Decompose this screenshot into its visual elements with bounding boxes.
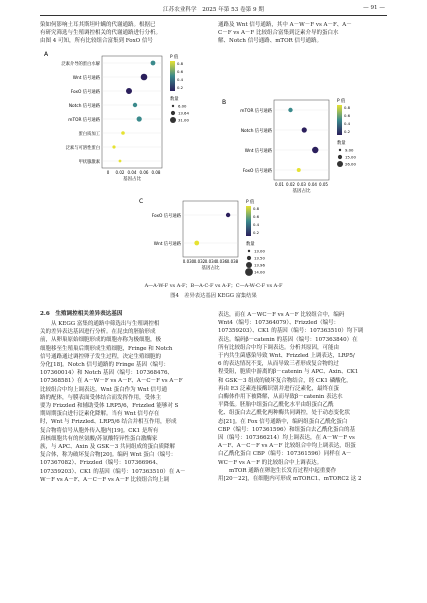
text-line: 107359203）、CK1 的基因（编号：107363510）在 A－ — [40, 468, 186, 475]
legend-size-label: 31.00 — [178, 117, 189, 123]
category-label: 蛋白质加工 — [78, 131, 100, 137]
category-label: mTOR 信号通路 — [240, 108, 272, 114]
figure-panel-a — [40, 48, 220, 193]
x-tick-label: 0.05 — [319, 182, 328, 187]
text-line: 程受阻，胞质中游离的β－catenin 与 APC、Axin、CK1 — [218, 369, 359, 376]
text-line: Wnt4（编号：107364079）、Frizzled（编号： — [218, 320, 340, 327]
x-tick-label: 0.06 — [139, 170, 149, 175]
legend-bubble — [248, 250, 250, 252]
bubble — [121, 131, 125, 135]
text-line: 态[21]。在 Fox 信号通路中，编码组蛋白乙酰化蛋白 — [218, 418, 348, 425]
plot-frame — [183, 201, 238, 257]
text-line: 族，与 APC、Axin 及 GSK－3 共同组成的蛋白质降解 — [40, 444, 176, 451]
bubble — [297, 168, 301, 172]
bubble — [126, 88, 132, 94]
legend-size-label: 13.50 — [254, 255, 265, 261]
category-label: 泛素介导的蛋白水解 — [61, 61, 100, 67]
text-line: 比较组合中均上调表达。Wnt 蛋白作为 Wnt 信号通 — [40, 386, 168, 393]
legend-p-title: P 值 — [246, 200, 255, 205]
x-tick-label: 0.034 — [204, 259, 217, 264]
x-tick-label: 0.032 — [193, 259, 206, 264]
legend-size-label: 13.64 — [178, 110, 189, 116]
x-axis-label: 基因占比 — [292, 189, 311, 194]
colorbar-tick: 0.8 — [177, 61, 184, 66]
colorbar-tick: 0.8 — [344, 105, 351, 110]
page-header — [0, 0, 427, 22]
bubble — [112, 145, 115, 148]
legend-size-label: 15.00 — [345, 154, 356, 160]
plot-frame — [102, 56, 162, 168]
legend-p-title: P 值 — [337, 99, 346, 104]
colorbar-tick: 0.4 — [253, 222, 260, 227]
text-line: 107368581）在 A－W－F vs A－F、A－C－F vs A－F — [40, 378, 183, 385]
text-line: 通路及 Wnt 信号通路，其中 A－W－F vs A－F、A－ — [218, 22, 352, 28]
legend-bubble — [170, 117, 176, 123]
category-label: FoxO 信号通路 — [70, 89, 100, 95]
legend-size-label: 13.96 — [254, 262, 265, 268]
x-tick-label: 0.038 — [226, 259, 239, 264]
figure-panel-b — [218, 96, 388, 201]
text-line: 从 KEGG 富集的通路中筛选出与生殖调控相 — [40, 321, 160, 327]
text-line: 期周期蛋白进行泛素化降解。当有 Wnt 信号存在 — [40, 411, 160, 418]
legend-size-title: 数量 — [246, 242, 255, 247]
text-line: 要为 Frizzled 和辅助受体 LRP5/6，Frizzled 能够对 S — [40, 403, 179, 410]
x-tick-label: 0.036 — [215, 259, 228, 264]
journal-line: 江苏农业科学 2025 年第 53 卷第 9 期 — [163, 7, 264, 13]
x-tick-label: 0.02 — [115, 170, 125, 175]
x-tick-label: 0.03 — [297, 182, 306, 187]
legend-size-title: 数量 — [337, 141, 346, 146]
text-line: 白酶体作用下被降解，从而导致β－catenin 表达水 — [218, 394, 343, 401]
text-line: 再由 E3 泛素连接酶识别并进行泛素化，最终在蛋 — [218, 385, 340, 392]
category-label: FoxO 信号通路 — [242, 168, 272, 174]
bubble — [302, 127, 307, 132]
text-line: 细胞移至生殖巢后期形成生殖细胞，Fringe 和 Notch — [40, 345, 173, 352]
text-line: 用[20－22]，在细胞内可形成 mTORC1、mTORC2 这 2 — [218, 476, 362, 483]
category-label: Notch 信号通路 — [240, 128, 272, 134]
panel-letter: A — [44, 51, 49, 58]
panel-letter: B — [222, 99, 227, 106]
body-right-column — [218, 311, 388, 483]
body-left-column — [40, 320, 208, 484]
legend-bubble — [172, 105, 174, 107]
category-label: mTOR 信号通路 — [68, 117, 100, 123]
figure-panel-c — [135, 195, 305, 280]
text-line: 因（编号：107366214）均上调表达，在 A－W－F vs — [218, 435, 355, 442]
plot-frame — [274, 100, 329, 180]
text-line: 表达，而在 A－WC－F vs A－F 比较组合中，编码 — [218, 312, 345, 318]
header-rule — [40, 15, 387, 16]
text-line: 解、Notch 信号通路、mTOR 信号通路。 — [218, 38, 322, 45]
colorbar-tick: 0.6 — [344, 113, 351, 118]
legend-size-label: 6.00 — [178, 103, 187, 109]
text-line: 复合物将信号从胞外传入胞内[19]。CK1 是所有 — [40, 427, 159, 434]
text-line: 真核细胞共有的丝氨酸/苏氨酸特异性蛋白激酶家 — [40, 435, 158, 442]
text-line: 化、组蛋白去乙酰化两种酶共同调控，处于动态变化状 — [218, 410, 351, 417]
bubble — [133, 103, 137, 107]
colorbar-tick: 0.2 — [177, 85, 184, 90]
x-axis-label: 基因占比 — [123, 177, 141, 182]
legend-size-label: 13.00 — [254, 248, 265, 254]
figure-subcaption: A—A-W-F vs A-F；B—A-C-F vs A-F；C—A-W-C-F vs A-F — [144, 283, 283, 289]
text-line: 107367082）、Frizzled（编号：107366964、 — [40, 460, 162, 467]
text-line: CBP（编号：107361596）和组蛋白去乙酰化蛋白的基 — [218, 426, 355, 433]
colorbar — [337, 105, 342, 135]
text-line: 所有比较组合中均下调表达。分析其原因，可能由 — [218, 344, 340, 351]
x-tick-label: 0.04 — [308, 182, 317, 187]
colorbar — [246, 206, 251, 236]
legend-size-label: 14.00 — [254, 269, 265, 275]
x-tick-label: 0.01 — [275, 182, 284, 187]
x-tick-label: 0.030 — [182, 259, 195, 264]
page-number: — 91 — — [363, 5, 385, 11]
section-title: 2.6 生殖调控相关差异表达基因 — [40, 311, 123, 317]
text-line: A－F、A－C－F vs A－F 比较组合中均上调表达，组蛋 — [218, 443, 356, 450]
colorbar-tick: 0.4 — [344, 121, 351, 126]
figure-caption: 图4 差异表达基因 KEGG 富集结果 — [170, 293, 257, 299]
bubble — [226, 213, 230, 217]
bubble — [137, 116, 142, 121]
x-tick-label: 0 — [106, 170, 110, 175]
legend-bubble — [245, 268, 253, 276]
bubble — [141, 74, 148, 81]
text-line: 于内共生菌感染导致 Wnt、Frizzled 上调表达，LRP5/ — [218, 353, 355, 360]
bubble — [119, 160, 122, 163]
top-left-text — [40, 21, 208, 46]
category-label: Wnt 信号通路 — [72, 75, 100, 81]
top-right-text — [218, 21, 388, 46]
text-line: 平降低。胚胎中组蛋白乙酰化水平由组蛋白乙酰 — [218, 402, 334, 409]
category-label: 甲状腺激素 — [78, 159, 100, 165]
legend-bubble — [339, 149, 341, 151]
x-axis-label: 基因占比 — [201, 266, 220, 271]
text-line: 107359203）、CK1 的基因（编号：107363510）均下调 — [218, 328, 364, 335]
panel-letter: C — [139, 198, 144, 205]
text-line: 染如何影响土耳其斯坦叶螨的代谢通路。根据已 — [40, 22, 156, 28]
text-line: 由图 4 可知，所有比较组合富集到 FoxO 信号 — [40, 38, 153, 45]
text-line: WC－F vs A－F 的比较组合中上调表达。 — [218, 459, 323, 466]
x-tick-label: 0.02 — [286, 182, 295, 187]
legend-size-title: 数量 — [170, 97, 179, 102]
bubble — [312, 147, 318, 153]
colorbar-tick: 0.4 — [177, 77, 184, 82]
bubble — [151, 61, 156, 66]
text-line: 白乙酰化蛋白 CBP（编号：107361596）同样在 A－ — [218, 451, 352, 458]
text-line: mTOR 通路在卵泡生长发育过程中起重要作 — [218, 467, 337, 474]
legend-bubble — [247, 256, 251, 260]
colorbar-tick: 0.8 — [253, 206, 260, 211]
category-label: Wnt 信号通路 — [153, 241, 181, 247]
colorbar-tick: 0.2 — [344, 129, 351, 134]
text-line: 路的配体，与膜表面受体结合而发挥作用，受体主 — [40, 394, 162, 401]
legend-bubble — [246, 262, 252, 268]
category-label: Wnt 信号通路 — [244, 148, 272, 154]
text-line: C－F vs A－F 比较组合富集到泛素介导的蛋白水 — [218, 30, 339, 37]
legend-bubble — [337, 161, 343, 167]
legend-bubble — [171, 111, 175, 115]
legend-size-label: 9.00 — [345, 147, 354, 153]
legend-size-label: 26.00 — [345, 161, 356, 167]
text-line: 前，从卵巢原始细胞形成的细胞亦称为极细胞，极 — [40, 337, 162, 344]
colorbar-tick: 0.6 — [253, 214, 260, 219]
x-tick-label: 0.08 — [151, 170, 161, 175]
legend-bubble — [338, 155, 342, 159]
x-tick-label: 0.04 — [127, 170, 137, 175]
text-line: 和 GSK－3 组成的破坏复合物结合，经 CK1 磷酸化， — [218, 377, 352, 384]
legend-p-title: P 值 — [170, 55, 179, 60]
category-label: FoxO 信号通路 — [151, 213, 181, 219]
text-line: 信号通路通过调控卵子发生过程，决定生殖细胞的 — [40, 353, 162, 360]
text-line: 107360014）和 Notch 基因（编号：107368476、 — [40, 370, 173, 377]
colorbar-tick: 0.6 — [177, 69, 184, 74]
colorbar-tick: 0.2 — [253, 230, 260, 235]
text-line: 时，Wnt 与 Frizzled、LRP5/6 结合并相互作用，形成 — [40, 419, 177, 426]
text-line: 分化[18]。Notch 信号通路的 Fringe 基因（编号： — [40, 362, 170, 369]
text-line: 关的差异表达基因进行分析。在昆虫的胚胎形成 — [40, 329, 156, 336]
category-label: 泛素与可溶性蛋白 — [65, 145, 100, 151]
bubble — [288, 108, 292, 112]
text-line: 复合体，称为破坏复合物[20]。编码 Wnt 蛋白（编号： — [40, 452, 177, 459]
text-line: 6 的表达情况不变，从而导致三者形成复合物的过 — [218, 361, 339, 368]
text-line: 表达。编码β－catenin 的基因（编号：107363840）在 — [218, 336, 358, 343]
text-line: 有研究筛选与生殖调控相关的代谢通路进行分析。 — [40, 30, 162, 37]
colorbar — [170, 61, 175, 91]
category-label: Notch 信号通路 — [68, 103, 100, 109]
bubble — [194, 241, 199, 246]
text-line: W－F vs A－F、A－C－F vs A－F 比较组合均上调 — [40, 476, 170, 483]
